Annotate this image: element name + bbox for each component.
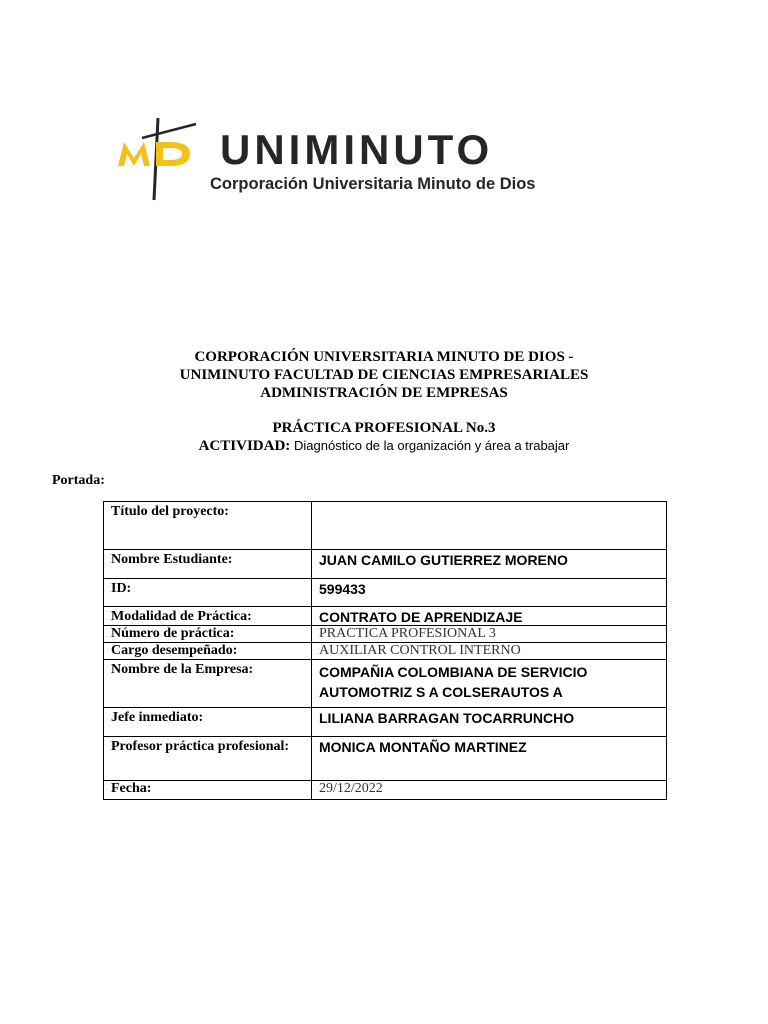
row-label: Cargo desempeñado: [104, 643, 312, 660]
uniminuto-logo [112, 114, 660, 204]
table-row [104, 502, 667, 550]
practice-title: PRÁCTICA PROFESIONAL No.3 [272, 420, 496, 436]
logo-tagline: Corporación Universitaria Minuto de Dios [210, 175, 536, 193]
table-row [104, 737, 667, 781]
table-row [104, 660, 667, 708]
row-label: Número de práctica: [104, 626, 312, 643]
row-label: Jefe inmediato: [104, 708, 312, 737]
activity-line [0, 437, 768, 455]
row-value: PRACTICA PROFESIONAL 3 [312, 626, 667, 643]
row-value: AUXILIAR CONTROL INTERNO [312, 643, 667, 660]
activity-value: Diagnóstico de la organización y área a trabajar [294, 438, 570, 453]
institution-line-3: ADMINISTRACIÓN DE EMPRESAS [260, 385, 508, 401]
table-row [104, 708, 667, 737]
row-label: Fecha: [104, 781, 312, 800]
row-label: ID: [104, 579, 312, 607]
row-value: 599433 [312, 579, 667, 607]
row-value [312, 502, 667, 550]
row-label: Título del proyecto: [104, 502, 312, 550]
row-value: MONICA MONTAÑO MARTINEZ [312, 737, 667, 781]
logo-wordmark: UNIMINUTO [220, 126, 494, 173]
activity-label: ACTIVIDAD: [198, 438, 291, 454]
institution-line-2: UNIMINUTO FACULTAD DE CIENCIAS EMPRESARIALES [179, 367, 589, 383]
table-row [104, 579, 667, 607]
row-value: COMPAÑIA COLOMBIANA DE SERVICIO AUTOMOTRIZ S A COLSERAUTOS A [312, 660, 667, 708]
row-label: Modalidad de Práctica: [104, 607, 312, 626]
row-label: Nombre de la Empresa: [104, 660, 312, 708]
minuto-de-dios-mark-icon [112, 114, 202, 204]
portada-label: Portada: [52, 473, 105, 488]
table-row [104, 550, 667, 579]
row-value: CONTRATO DE APRENDIZAJE [312, 607, 667, 626]
row-label: Nombre Estudiante: [104, 550, 312, 579]
row-label: Profesor práctica profesional: [104, 737, 312, 781]
row-value: 29/12/2022 [312, 781, 667, 800]
table-row [104, 643, 667, 660]
table-row [104, 607, 667, 626]
row-value: LILIANA BARRAGAN TOCARRUNCHO [312, 708, 667, 737]
institution-line-1: CORPORACIÓN UNIVERSITARIA MINUTO DE DIOS - [194, 349, 574, 365]
table-row [104, 626, 667, 643]
row-value: JUAN CAMILO GUTIERREZ MORENO [312, 550, 667, 579]
cover-info-table [103, 501, 667, 800]
table-row [104, 781, 667, 800]
